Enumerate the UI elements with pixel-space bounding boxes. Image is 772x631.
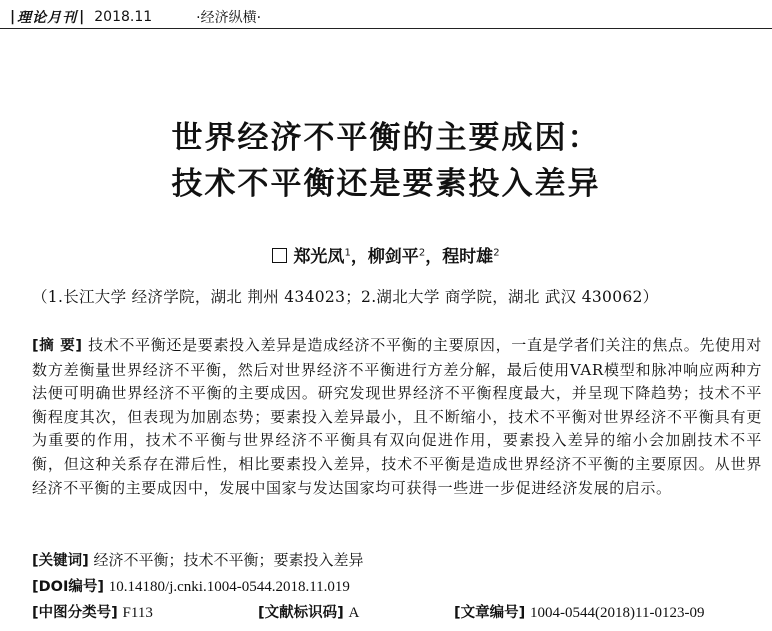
article-no-label: [文章编号] — [454, 605, 526, 621]
running-header — [8, 6, 261, 28]
column-name: ·经济纵横· — [196, 10, 262, 26]
author-name: 程时雄 — [442, 247, 494, 267]
doc-code-label: [文献标识码] — [258, 605, 344, 621]
keywords-text: 经济不平衡；技术不平衡；要素投入差异 — [93, 551, 364, 569]
doc-code-value: A — [348, 605, 360, 621]
title-line-2: 技术不平衡还是要素投入差异 — [171, 166, 601, 202]
abstract-label: [摘 要] — [32, 338, 83, 354]
affiliations: （1.长江大学 经济学院，湖北 荆州 434023；2.湖北大学 商学院，湖北 武汉 430062） — [32, 288, 659, 306]
header-bar-right: | — [79, 9, 85, 25]
article-number — [454, 601, 704, 622]
journal-name: 理论月刊 — [17, 10, 78, 26]
author-name: 柳剑平 — [367, 247, 419, 267]
author-box-icon — [272, 248, 287, 263]
document-code — [258, 601, 359, 622]
author-affil-mark: 2 — [418, 247, 426, 259]
author-separator: ， — [425, 247, 443, 267]
clc-label: [中图分类号] — [32, 605, 118, 621]
header-rule — [0, 28, 772, 29]
doi — [32, 575, 350, 596]
title-line-1: 世界经济不平衡的主要成因： — [171, 120, 601, 156]
clc-number — [32, 601, 153, 622]
author-name: 郑光凤 — [293, 247, 345, 267]
article-no-value: 1004-0544(2018)11-0123-09 — [530, 605, 705, 621]
doi-label: [DOI编号] — [32, 579, 105, 595]
clc-value: F113 — [122, 605, 153, 621]
author-list — [0, 242, 772, 267]
keywords-label: [关键词] — [32, 553, 89, 569]
keywords — [32, 549, 364, 570]
header-bar-left: | — [10, 9, 16, 25]
issue-date: 2018.11 — [94, 9, 153, 25]
author-affil-mark: 2 — [493, 247, 500, 259]
abstract — [32, 334, 762, 500]
author-affil-mark: 1 — [344, 247, 351, 259]
author-separator: ， — [350, 247, 368, 267]
abstract-text: 技术不平衡还是要素投入差异是造成经济不平衡的主要原因，一直是学者们关注的焦点。先使用对数方差衡量世界经济不平衡，然后对世界经济不平衡进行方差分解，最后使用VAR模型和脉冲响应两种方法便可明确世界经济不平衡的主要成因。研究发现世界经济不平衡程度最大，并呈现下降趋势；技术不平衡程度其次，但表现为加剧态势；要素投入差异最小，且不断缩小，技术不平衡对世界经济不平衡具有更为重要的作用，技术不平衡与世界经济不平衡具有双向促进作用，要素投入差异的缩小会加剧技术不平衡，但这种关系存在滞后性，相比要素投入差异，技术不平衡是造成世界经济不平衡的主要原因。从世界经济不平衡的主要成因中，发展中国家与发达国家均可获得一些进一步促进经济发展的启示。 — [32, 336, 762, 497]
doi-value: 10.14180/j.cnki.1004-0544.2018.11.019 — [108, 579, 350, 595]
